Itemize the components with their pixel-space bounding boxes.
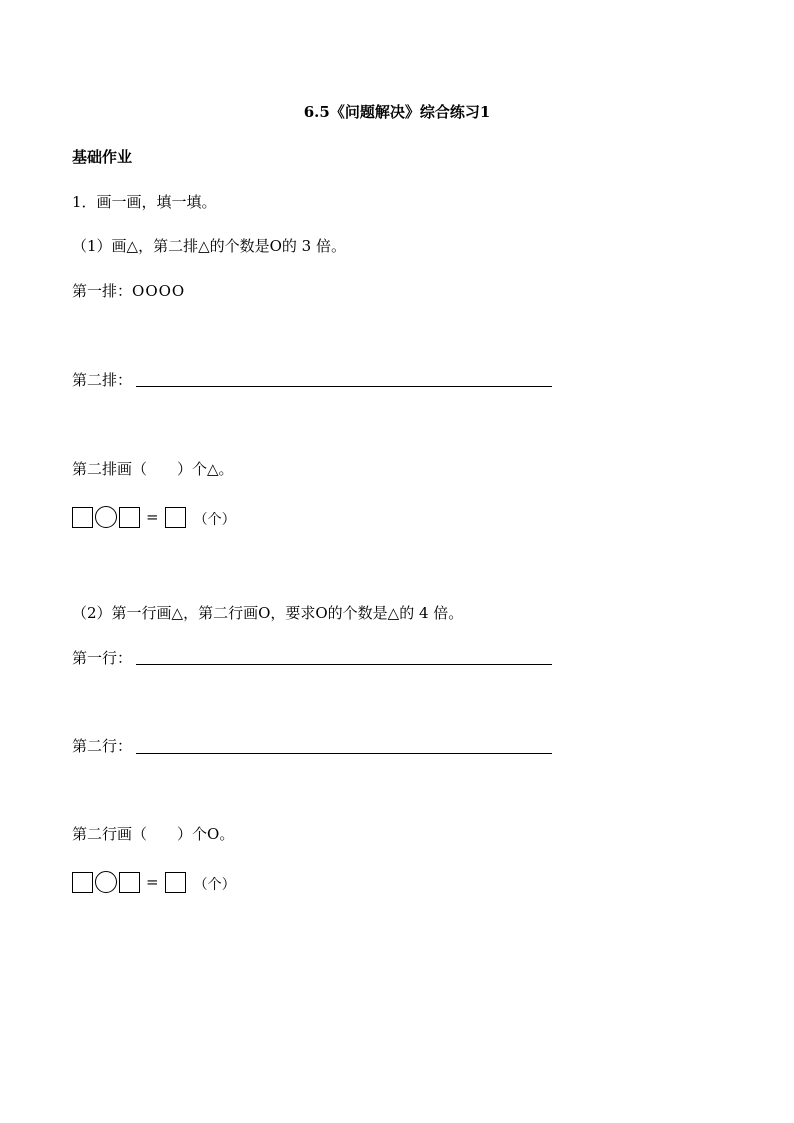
- count-suffix: ）个△。: [177, 460, 234, 478]
- row-1-circles: OOOO: [132, 282, 186, 300]
- page-title: 6.5《问题解决》综合练习1: [303, 103, 491, 121]
- operator-circle[interactable]: [95, 506, 117, 528]
- result-box[interactable]: [165, 872, 186, 893]
- row-2-answer-line[interactable]: [136, 386, 552, 387]
- part-1-formula: [72, 504, 236, 528]
- row-1-line: [72, 281, 185, 301]
- operand-2-box[interactable]: [119, 872, 140, 893]
- line-1-label: 第一行：: [72, 649, 133, 667]
- equals-sign: =: [146, 873, 159, 891]
- part-2-count-sentence: [72, 824, 234, 844]
- unit-label: （个）: [193, 512, 236, 528]
- line-1-answer-line[interactable]: [136, 664, 552, 665]
- count-prefix: 第二排画（: [72, 460, 148, 478]
- part-1-instruction: （1）画△，第二排△的个数是O的 3 倍。: [72, 237, 346, 255]
- row-2-label: 第二排：: [72, 371, 133, 389]
- operand-1-box[interactable]: [72, 507, 93, 528]
- question-1-prompt: 1．画一画，填一填。: [72, 193, 217, 211]
- count-suffix: ）个O。: [177, 825, 235, 843]
- operand-1-box[interactable]: [72, 872, 93, 893]
- operand-2-box[interactable]: [119, 507, 140, 528]
- line-2-answer-line[interactable]: [136, 753, 552, 754]
- line-2-label: 第二行：: [72, 737, 133, 755]
- equals-sign: =: [146, 508, 159, 526]
- row-1-label: 第一排：: [72, 282, 133, 300]
- result-box[interactable]: [165, 507, 186, 528]
- operator-circle[interactable]: [95, 871, 117, 893]
- part-2-instruction: （2）第一行画△，第二行画O，要求O的个数是△的 4 倍。: [72, 604, 464, 622]
- unit-label: （个）: [193, 877, 236, 893]
- part-2-formula: [72, 869, 236, 893]
- section-heading: 基础作业: [72, 148, 133, 166]
- count-prefix: 第二行画（: [72, 825, 148, 843]
- part-1-count-sentence: [72, 459, 234, 479]
